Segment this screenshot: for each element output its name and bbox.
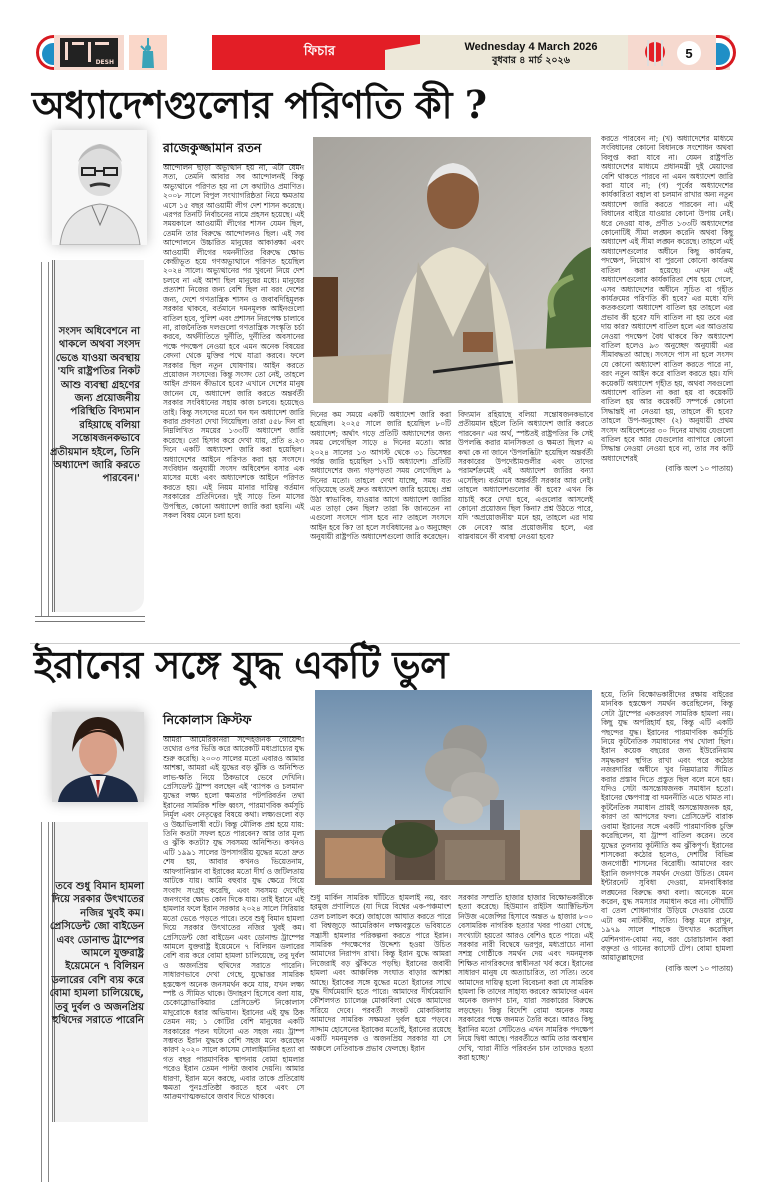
article-1-text-3: বিদ্যমান রহিয়াছে বলিয়া সন্তোষজনকভাবে প্রতীয়মান হইলে তিনি অধ্যাদেশ জারি করতে পারবেন।' এর অর্থ, স্পষ্টতই রাষ্ট্রপতির কি সেই উপলব্ধি করার মানসিকতা ও ক্ষমতা ছিল? এ কথা কে না জানে 'উপলব্ধিটা' হয়েছিল অন্তর্বর্তী সরকারের উপদেষ্টামণ্ডলীর এবং তাদের পরামর্শক্রমেই এই অধ্যাদেশ জারির বন্যা এসেছিল। বর্তমানে অন্তর্বর্তী সরকার আর নেই। তাহলে অধ্যাদেশগুলোর কী হবে? এখন কি যাচাই করে দেখা হবে, এগুলোর আসলেই কোনো প্রয়োজন ছিল কিনা? প্রশ্ন উঠতে পারে, যদি 'অপ্রয়োজনীয়' মনে হয়, তাহলে এর দায় কে নেবে? আর প্রয়োজনীয় হলে, এর বাস্তবায়নে কী ব্যবস্থা নেওয়া হবে? xyxy=(458,410,593,542)
page-number: 5 xyxy=(677,41,701,65)
pullquote-1: সংসদ অধিবেশনে না থাকলে অথবা সংসদ ভেঙে যাওয়া অবস্থায় 'যদি রাষ্ট্রপতির নিকট আশু ব্যবস্থা গ্রহণের জন্য প্রয়োজনীয় পরিস্থিতি বিদ্যমান রহিয়াছে বলিয়া সন্তোষজনকভাবে প্রতীয়মান হইলে, তিনি অধ্যাদেশ জারি করতে পারবেন।' xyxy=(49,326,140,485)
date-english: Wednesday 4 March 2026 xyxy=(464,41,598,53)
author-portrait-icon xyxy=(52,130,147,245)
statue-of-liberty-icon xyxy=(129,35,167,70)
article-2-column-3 xyxy=(458,893,593,1062)
article-1-column-2 xyxy=(310,410,451,542)
masthead xyxy=(36,35,350,70)
date-bangla: বুধবার ৪ মার্চ ২০২৬ xyxy=(492,55,570,66)
right-arc-decoration xyxy=(716,35,736,70)
continued-link-2[interactable]: (বাকি অংশ ১০ পাতায়) xyxy=(665,963,733,973)
article-1-text-1: আন্দোলন ছাড়া অভ্যুত্থান হয় না, এটা যেমন সত্য, তেমনি আবার সব আন্দোলনই কিন্তু অভ্যুত্থানে পরিণত হয় না সে কথাটাও প্রমাণিত। ২০০৮ সালে বিপুল সংখ্যাগরিষ্ঠতা নিয়ে ক্ষমতায় এসে ১৫ বছর আওয়ামী লীগ দেশ শাসন করেছে। এরপর তিনটি নির্বাচনের নামে প্রহসন হয়েছে। এই সময়কালে আওয়ামী লীগের শাসন যেমন ছিল, তেমনি তার বিরুদ্ধে আন্দোলনও ছিল। এই সব আন্দোলনে উচ্চারিত মানুষের আকাঙ্ক্ষা এবং আওয়ামী লীগের দমননীতির বিরুদ্ধে ক্ষোভ কেন্দ্রীভূত হয়ে গণঅভ্যুত্থানে পরিণত হয়েছিল ২০২৪ সালে। অভ্যুত্থানের পর খুবনো নিয়ে দেশ চলবে না এই আশা ছিল মানুষের মধ্যে। মানুষের প্রত্যাশা নিজের জন্য বেশি ছিল না বরং দেশের জন্য, দেশে গণতান্ত্রিক শাসন ও জবাবদিহিমূলক সরকার থাকবে, বর্তমানে দমনমূলক আইনগুলো বাতিল হবে, পুলিশ এবং প্রশাসন নিরপেক্ষ চালাবে না, রাজনৈতিক দলগুলো গণতান্ত্রিক সংস্কৃতি চর্চা করবে, অর্থনীতিতে দুর্নীতি, দুর্নীতির অবসানের পক্ষে পদক্ষেপ নেওয়া হবে এমন অনেক বিষয়ের বেদনা থেকে মুক্তির পথে যাত্রা করবে। ফলে সরকার ছিল নতুন ঘোষণায়। আইন করতে প্রয়োজন সংসদের। কিন্তু সংসদ তো নেই, তাহলে আইন প্রণয়ন কীভাবে হবে? এখানে দেশের মানুষ জানেন যে, অধ্যাদেশ জারি করতে অন্তর্বর্তী সরকার সংবিধানের সহায় কাজ চলবে। হয়েছেও তাই। কিন্তু সংসদের মতো ঘন ঘন অধ্যাদেশ জারি করার প্রবণতা দেখা গিয়েছিল। তারা ৫৫৮ দিন বা নিম্নলিখিত সময়ের ১৩৩টি অধ্যাদেশ জারি করেছে। তো হিসাব করে দেখা যায়, প্রতি ৪.২৩ দিনে একটি অধ্যাদেশ জারি করা হয়েছিল। অধ্যাদেশের আইনে পরিণত করা হয় সংসদে। সংবিধান অনুযায়ী সংসদ অধিবেশন বসার এক মাসের মধ্যে এবং অধ্যাদেশকে আইনে পরিণত করতে হয়। এই নিয়ম মানার দায়িত্ব বর্তমান সরকারের প্রতিদিনের। দুই সাড়ে তিন মাসের উপস্থিত, কোনো অধ্যাদেশ জারি করা হয়নি। এই সকল বিষয় মেনে চলা হবে। xyxy=(163,163,304,521)
pullquote-rule-1 xyxy=(35,616,145,622)
article-2-column-1 xyxy=(163,735,304,1102)
article-2-column-4 xyxy=(601,690,733,973)
article-2-text-4: হয়ে, তিনি বিক্ষোভকারীদের রক্ষায় বাইরের মানবিক হস্তক্ষেপ সমর্থন করেছিলেন, কিন্তু সেটা ট্রাম্পের একতরফা সামরিক হামলা নয়। কিছু যুদ্ধ অপরিহার্য হয়, কিন্তু এটি একটি পছন্দের যুদ্ধ। ইরানের পারমাণবিক কর্মসূচি নিয়ে কূটনৈতিক সমাধানের পথ খোলা ছিল। ইরান কয়েক বছরের জন্য ইউরেনিয়াম সমৃদ্ধকরণ স্থগিত রাখা এবং পরে কঠোর নজরদারির অধীনে খুব নিম্নমাত্রায় সীমিত করার প্রস্তাব দিতে প্রস্তুত ছিল বলে মনে হয়। যদিও সেটা অসন্তোষজনক সমাধান হতো। ইরানের ক্ষেপণাস্ত্র বা দমননীতি এতে থামত না। কূটনৈতিক সমাধান প্রায়ই অসন্তোষজনক হয়, কারণ তা আপসের ফল। প্রেসিডেন্ট বারাক ওবামা ইরানের সঙ্গে একটি পারমাণবিক চুক্তি করেছিলেন, যা ট্রাম্প বাতিল করেন। তবে যুদ্ধের তুলনায় কূটনীতি কম ঝুঁকিপূর্ণ। ইরানের শাসকেরা কঠোর হলেও, দেশটির বিভিন্ন জনগোষ্ঠী শাসনের বিরোধী। আমাদের বরং ইরানি জনগণকে সমর্থন দেওয়া উচিত। যেমন ইন্টারনেট সুবিধা দেওয়া, মানবাধিকার লঙ্ঘনের বিরুদ্ধে কথা বলা। অনেকে মনে করেন, যুদ্ধ সমস্যার সমাধান করে না। নৌঘাঁটি বা তেল শোধনাগার উড়িয়ে দেওয়ার চেয়ে এটা কম নাটকীয়, সত্যি। কিন্তু মনে রাখুন, ১৯৭৯ সালে শাহকে উৎখাত করেছিল মেশিনগান-বোমা নয়, বরং চোরাচালান করা বক্তৃতা ও গানের ক্যাসেট টেপ। বোমা হামলা আয়াতুল্লাহদের xyxy=(601,690,733,963)
article-2-text-1: আমরা আমেরিকানরা সন্দেহজনক গোয়েন্দা তথ্যের ওপর ভিত্তি করে আরেকটি মধ্যপ্রাচ্যের যুদ্ধ শুরু করেছি। ২০০৩ সালের মতো এবারও আমার আশঙ্কা, আমরা এই যুদ্ধের বড় ঝুঁকি ও অনিশ্চিত লাভ-ক্ষতি নিয়ে ঠিকভাবে ভেবে দেখিনি। প্রেসিডেন্ট ট্রাম্প বলছেন এই 'ব্যাপক ও চলমান' যুদ্ধের লক্ষ্য হলো ক্ষমতার পটপরিবর্তন তথা ইরানের সামরিক শক্তি ধ্বংস, পারমাণবিক কর্মসূচি নির্মূল এবং নেতৃত্বের বিষয়ে কথা। লক্ষ্যগুলো বড় ও উচ্চাভিলাষী বটে। কিন্তু মৌলিক প্রশ্ন হয়ে যায়: তিনি কতটা সফল হতে পারবেন? আর তার মূল্য ও ঝুঁকি কতটা? যুদ্ধ সবসময় অনিশ্চিত। কখনও এটি ১৯৯১ সালের উপসাগরীয় যুদ্ধের মতো দ্রুত শেষ হয়, আবার কখনও ভিয়েতনাম, আফগানিস্তান বা ইরাকের মতো দীর্ঘ ও জটিলতায় আটকে যায়। আমি বহুবার যুদ্ধ ক্ষেত্রে গিয়ে সংবাদ সংগ্রহ করেছি, এবং সবসময় দেখেছি জনগণের ক্ষোভ কোন দিকে যায়। তাই ইরানে এই হামলার ফলে ইরান সরকার ২০২৪ সালে সিরিয়ার মতো ভেঙে পড়তে পারে। তবে শুধু বিমান হামলা দিয়ে সরকার উৎখাতের নজির খুবই কম। প্রেসিডেন্ট জো বাইডেন এবং ডোনাল্ড ট্রাম্পের আমলে যুক্তরাষ্ট্র ইয়েমেনে ৭ বিলিয়ন ডলারের বেশি ব্যয় করে বোমা হামলা চালিয়েছে, তবু দুর্বল ও অজনপ্রিয় হুথিদের সরাতে পারেনি। সাধারণভাবে দেখা গেছে, যুদ্ধোত্তর সামরিক হস্তক্ষেপ অনেক জনসমর্থন কমে যায়, যখন লক্ষ্য স্পষ্ট ও সীমিত থাকে। উদাহরণ হিসেবে বলা যায়, চেকোস্লোভাকিয়ার প্রেসিডেন্ট নিকোলাস মাদুরোকে ধরার অভিযান। ইরানের এই যুদ্ধ ঠিক তেমন নয়; ১ কোটির বেশি মানুষের একটি সরকারের পতন ঘটানো এত সহজ নয়। ট্রাম্প সম্ভবত ইরান যুদ্ধকে বেশি সহজ মনে করেছেন কারণ ২০২০ সালে কাসেম সোলাইমানির হত্যা বা গত বছর পারমাণবিক স্থাপনায় বোমা হামলার পরেও ইরান তেমন পাল্টা জবাব দেয়নি। আমার ধারণা, ইরান মনে করছে, এবার তাকে প্রতিরোধ ক্ষমতা পুনঃপ্রতিষ্ঠা করতে হবে এবং সে আক্রমণাত্মকভাবে জবাব দিতে থাকবে। xyxy=(163,735,304,1102)
kristof-portrait-icon xyxy=(52,712,144,802)
article-1-column-3 xyxy=(458,410,593,542)
author-photo-1 xyxy=(52,130,147,245)
yunus-photo-icon xyxy=(313,137,591,403)
logo[interactable] xyxy=(54,35,124,70)
article-2-headline[interactable]: ইরানের সঙ্গে যুদ্ধ একটি ভুল xyxy=(34,642,448,687)
cricket-ball-icon xyxy=(643,40,667,66)
article-2-text-2: শুধু মার্কিন সামরিক ঘাঁটিতে হামলাই নয়, বরং হরমুজ প্রণালিতে (যা দিয়ে বিশ্বের এক-পঞ্চমাংশ তেল চলাচল করে) জাহাজে আঘাত করতে পারে বা বিশ্বজুড়ে আমেরিকান লক্ষ্যবস্তুতে ভবিষ্যতে সন্ত্রাসী হামলার পরিকল্পনা করতে পারে ইরান। সামরিক পদক্ষেপের উদ্দেশ্য হওয়া উচিত আমাদের নিরাপদ রাখা। কিন্তু ইরান যুদ্ধে আমরা নিজেরাই বড় ঝুঁকিতে পড়ছি। ইরানের জবাবী হামলা এবং আঞ্চলিক সংঘাত বাড়ার আশঙ্কা আছে। ইরাকের সঙ্গে যুদ্ধের মতো ইরানের সাথে যুদ্ধ দীর্ঘমেয়াদি হতে পারে। আমাদের দীর্ঘমেয়াদি কৌশলগত চ্যালেঞ্জ মোকাবিলা থেকে আমাদের সরিয়ে দেবে। পরবর্তী সংকট মোকাবিলায় আমাদের সামরিক সক্ষমতা দুর্বল হয়ে পড়বে। সাদ্দাম হোসেনের ইরাকের মতোই, ইরানের রয়েছে একটি দমনমূলক ও অজনপ্রিয় সরকার যা সে অঞ্চলে নেতিবাচক প্রভাব ফেলছে। ইরান xyxy=(310,893,451,1053)
tehran-smoke-photo-icon xyxy=(315,690,592,885)
article-1-text-4: করতে পারবেন না; (খ) অধ্যাদেশের মাধ্যমে সংবিধানের কোনো বিধানকে সংশোধন অথবা বিলুপ্ত করা যাবে না। যেমন রাষ্ট্রপতি অধ্যাদেশের মাধ্যমে প্রধানমন্ত্রী দুই মেয়াদের বেশি থাকতে পারবে না এমন অধ্যাদেশ জারি করা যাবে না; (গ) পূর্বের অধ্যাদেশের কার্যকারিতা বহাল বা চলমান রাখার অন্য নতুন অধ্যাদেশ জারি করতে পারবেন না। এই বিধানের বাইরে যাওয়ার কোনো উপায় নেই। ধরে নেওয়া যাক, প্রণীত ১৩৩টি অধ্যাদেশের কোনোটিই সীমা লঙ্ঘন করেনি অথবা কিছু অধ্যাদেশ এই সীমা লঙ্ঘন করেছে। তাহলে এই অধ্যাদেশগুলোর অধীনে কিছু কার্যক্রম, পদক্ষেপ, নিয়োগ বা পুরনো কোনো কার্যক্রম বাতিল করা হয়েছে। এখন এই অধ্যাদেশগুলোর কার্যকারিতা শেষ হয়ে গেলে, এসব অধ্যাদেশের অধীনে সূচিত বা গৃহীত কার্যক্রমের পরিণতি কী হবে? এর মধ্যে যদি কতকগুলো অধ্যাদেশ বাতিল হয় তাহলে এর প্রভাব কী হবে? যদি বাতিল না হয় তবে এর দায় কার? অধ্যাদেশ বাতিল হলে এর আওতায় নেওয়া পদক্ষেপ বৈধ থাকবে কি? অধ্যাদেশ বাতিল হলেও ৯৩ অনুচ্ছেদ অনুযায়ী এর সীমাবদ্ধতা আছে। সংসদে পাস না হলে সংসদ যে কোনো অধ্যাদেশ বাতিল করতে পারে না, বরং নতুন আইন করে বাতিল করতে হয়। যদি কয়েকটি অধ্যাদেশ গৃহীত হয়, অথবা সবগুলো অধ্যাদেশ বাতিল না করা হয় বা কয়েকটি বাতিল হয় আর কয়েকটি সম্পর্কে কোনো সিদ্ধান্তই না নেওয়া হয়, তাহলে কী হবে? তাহলে উপ-অনুচ্ছেদ (২) অনুযায়ী প্রথম সংসদ অধিবেশনের ৩০ দিনের মাথায় যেগুলো বাতিল হবে আর যেগুলোর ব্যাপারে কোনো সিদ্ধান্ত নেওয়া নেওয়া হবে না, তার সব কটি অধ্যাদেশেরই xyxy=(601,134,733,463)
article-1-headline[interactable]: অধ্যাদেশগুলোর পরিণতি কী ? xyxy=(32,82,487,127)
byline-2[interactable]: নিকোলাস ক্রিস্টফ xyxy=(163,712,301,737)
left-arc-decoration xyxy=(36,35,56,70)
logo-text: DESH xyxy=(95,59,114,66)
article-2-column-2 xyxy=(310,893,451,1053)
date-block xyxy=(420,35,642,70)
article-2-text-3: সরকার সম্প্রতি হাজার হাজার বিক্ষোভকারীকে হত্যা করেছে। হিউম্যান রাইটস অ্যাক্টিভিস্টস নিউজ এজেন্সির হিসাবে অন্তত ৬ হাজার ৮০০ বেসামরিক নাগরিক হত্যার খবর পাওয়া গেছে, সংখ্যাটা হয়তো আরও বেশিও হতে পারে। এই সরকার নারী বিদ্বেষে ভরপুর, মধ্যপ্রাচ্যে নানা সশস্ত্র গোষ্ঠীকে সমর্থন দেয় এবং দমনমূলক শিক্ষিত নাগরিকদের স্বাধীনতা খর্ব করে। ইরানের সাধারণ মানুষ যে অত্যাচারিত, তা সত্যি। তবে আমাদের দায়িত্ব হলো বিবেচনা করা যে সামরিক হামলা কি তাদের সাহায্য করবে? আমাদের এমন অনেক জনগণ চান, যারা সরকারের বিরুদ্ধে লড়ছেন। কিন্তু বিদেশি বোমা অনেক সময় সরকারের পক্ষে জনমত তৈরি করে। আরও কিছু ইরানির মতো সেটিতেও এখন সামরিক পদক্ষেপ নিয়ে দ্বিধা আছে। পরবর্তীতে আমি তার অবস্থান দেখি, 'যারা নীতি পরিবর্তন চান তাদেরও হত্যা করা হচ্ছে।' xyxy=(458,893,593,1062)
article-2-photo xyxy=(315,690,592,885)
pullquote-2: তবে শুধু বিমান হামলা দিয়ে সরকার উৎখাতের নজির খুবই কম। প্রেসিডেন্ট জো বাইডেন এবং ডোনাল্ড ট্রাম্পের আমলে যুক্তরাষ্ট্র ইয়েমেনে ৭ বিলিয়ন ডলারের বেশি ব্যয় করে বোমা হামলা চালিয়েছে, তবু দুর্বল ও অজনপ্রিয় হুথিদের সরাতে পারেনি xyxy=(49,881,144,1027)
author-photo-2 xyxy=(52,712,144,802)
byline-1[interactable]: রাজেকুজ্জামান রতন xyxy=(163,140,301,165)
continued-link-1[interactable]: (বাকি অংশ ১০ পাতায়) xyxy=(665,464,733,474)
article-1-text-2: দিনের কম সময়ে একটি অধ্যাদেশ জারি করা হয়েছিল। ২০২৫ সালে জারি হয়েছিল ৮০টি অধ্যাদেশ; অর্থাৎ গড়ে প্রতিটি অধ্যাদেশের জন্য সময় লেগেছিল সাড়ে ৪ দিনের মতো। আর ২০২৪ সালের ১৩ আগস্ট থেকে ৩১ ডিসেম্বর পর্যন্ত জারি হয়েছিল ১৭টি অধ্যাদেশ। প্রতিটি অধ্যাদেশের জন্য গড়পড়তা সময় লেগেছিল ৯ দিনের মতো। তাহলে দেখা যাচ্ছে, সময় যত গড়িয়েছে ততই দ্রুত অধ্যাদেশ জারি হয়েছে। প্রশ্ন উঠা স্বাভাবিক, যাওয়ার আগে অধ্যাদেশ জারির এত তাড়া কেন ছিল? তারা কি জানতেন না এগুলো সংসদে পাস হবে না? তাহলে সংসদে আইন হবে কি? তা হলে সংবিধানের ৯৩ অনুচ্ছেদ অনুযায়ী রাষ্ট্রপতি অধ্যাদেশগুলো জারি করেছেন। xyxy=(310,410,451,542)
article-1-column-4 xyxy=(601,134,733,474)
article-1-column-1 xyxy=(163,163,304,520)
page-block xyxy=(628,35,730,70)
desh-logo-icon xyxy=(60,38,118,67)
section-label[interactable]: ফিচার xyxy=(212,35,427,70)
article-1-photo xyxy=(313,137,591,403)
